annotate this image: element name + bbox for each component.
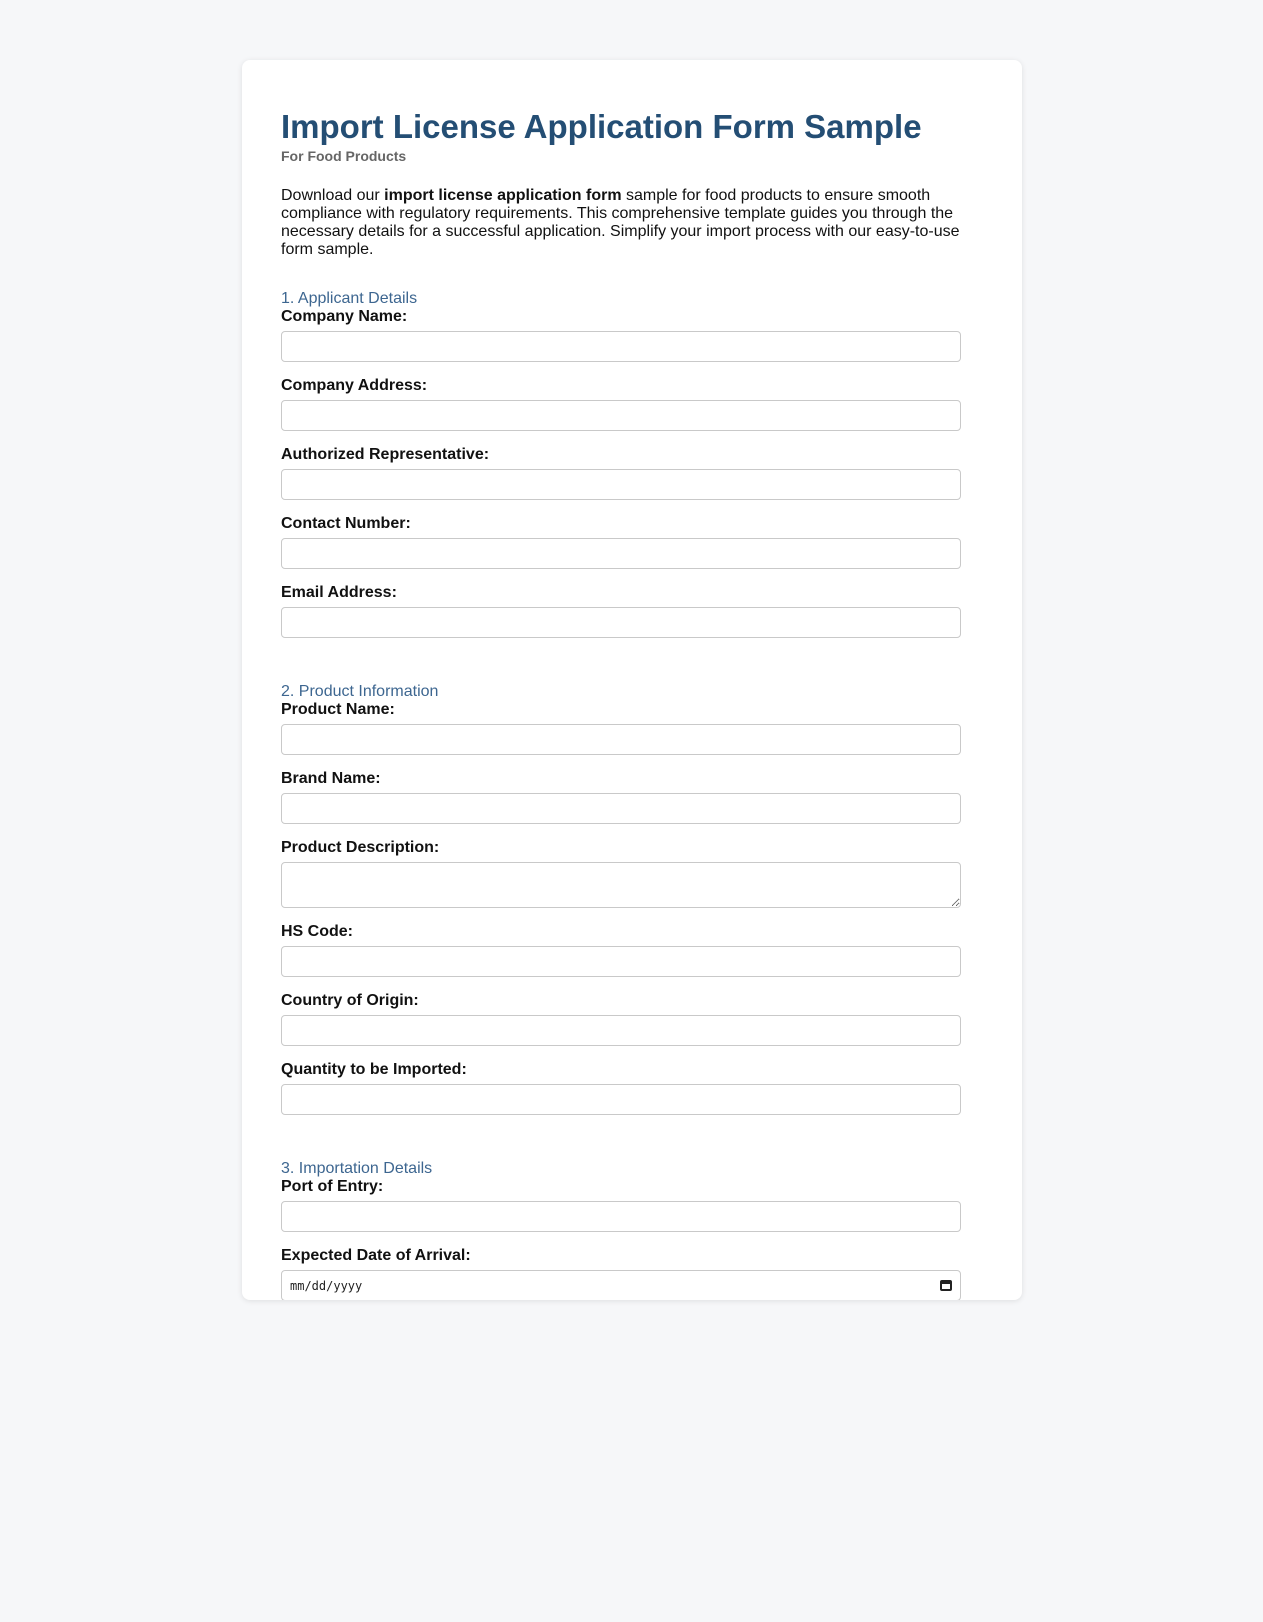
- field-company-address: [281, 377, 960, 431]
- calendar-icon[interactable]: [940, 1280, 952, 1291]
- contact-number-input[interactable]: [281, 538, 961, 569]
- company-address-label: Company Address:: [281, 377, 428, 394]
- authorized-representative-input[interactable]: [281, 469, 961, 500]
- field-product-name: [281, 701, 960, 755]
- field-contact-number: [281, 515, 960, 569]
- port-of-entry-input[interactable]: [281, 1201, 961, 1232]
- expected-arrival-label: Expected Date of Arrival:: [281, 1247, 471, 1264]
- contact-number-label: Contact Number:: [281, 515, 411, 532]
- hs-code-label: HS Code:: [281, 923, 353, 940]
- product-description-label: Product Description:: [281, 839, 440, 856]
- country-of-origin-input[interactable]: [281, 1015, 961, 1046]
- product-name-label: Product Name:: [281, 701, 395, 718]
- company-name-input[interactable]: [281, 331, 961, 362]
- country-of-origin-label: Country of Origin:: [281, 992, 419, 1009]
- quantity-input[interactable]: [281, 1084, 961, 1115]
- company-address-input[interactable]: [281, 400, 961, 431]
- quantity-label: Quantity to be Imported:: [281, 1061, 467, 1078]
- page-title: Import License Application Form Sample: [281, 108, 922, 145]
- brand-name-label: Brand Name:: [281, 770, 381, 787]
- field-hs-code: [281, 923, 960, 977]
- field-country-of-origin: [281, 992, 960, 1046]
- field-quantity: [281, 1061, 960, 1115]
- field-expected-arrival: [281, 1247, 960, 1300]
- email-address-label: Email Address:: [281, 584, 397, 601]
- field-authorized-representative: [281, 446, 960, 500]
- section-title-importation: 3. Importation Details: [281, 1160, 433, 1177]
- product-description-textarea[interactable]: [281, 862, 961, 908]
- hs-code-input[interactable]: [281, 946, 961, 977]
- date-placeholder: mm/dd/yyyy: [290, 1278, 363, 1293]
- brand-name-input[interactable]: [281, 793, 961, 824]
- intro-text-after: sample for food products to ensure smooth compliance with regulatory requirements. This comprehensive template guides you through the necessary details for a successful application. Simplify your import process with our easy-to-use form sample.: [281, 187, 960, 258]
- section-title-applicant: 1. Applicant Details: [281, 290, 418, 307]
- field-port-of-entry: [281, 1178, 960, 1232]
- port-of-entry-label: Port of Entry:: [281, 1178, 384, 1195]
- intro-text-before: Download our: [281, 187, 385, 204]
- email-address-input[interactable]: [281, 607, 961, 638]
- field-product-description: [281, 839, 960, 908]
- section-title-product: 2. Product Information: [281, 683, 439, 700]
- field-email-address: [281, 584, 960, 638]
- form-card: [242, 60, 1022, 1300]
- expected-arrival-date-input[interactable]: [281, 1270, 961, 1300]
- intro-paragraph: [281, 187, 960, 259]
- company-name-label: Company Name:: [281, 308, 408, 325]
- field-company-name: [281, 308, 960, 362]
- intro-text-bold: import license application form: [384, 187, 622, 204]
- authorized-representative-label: Authorized Representative:: [281, 446, 490, 463]
- field-brand-name: [281, 770, 960, 824]
- product-name-input[interactable]: [281, 724, 961, 755]
- page-subtitle: For Food Products: [281, 148, 407, 164]
